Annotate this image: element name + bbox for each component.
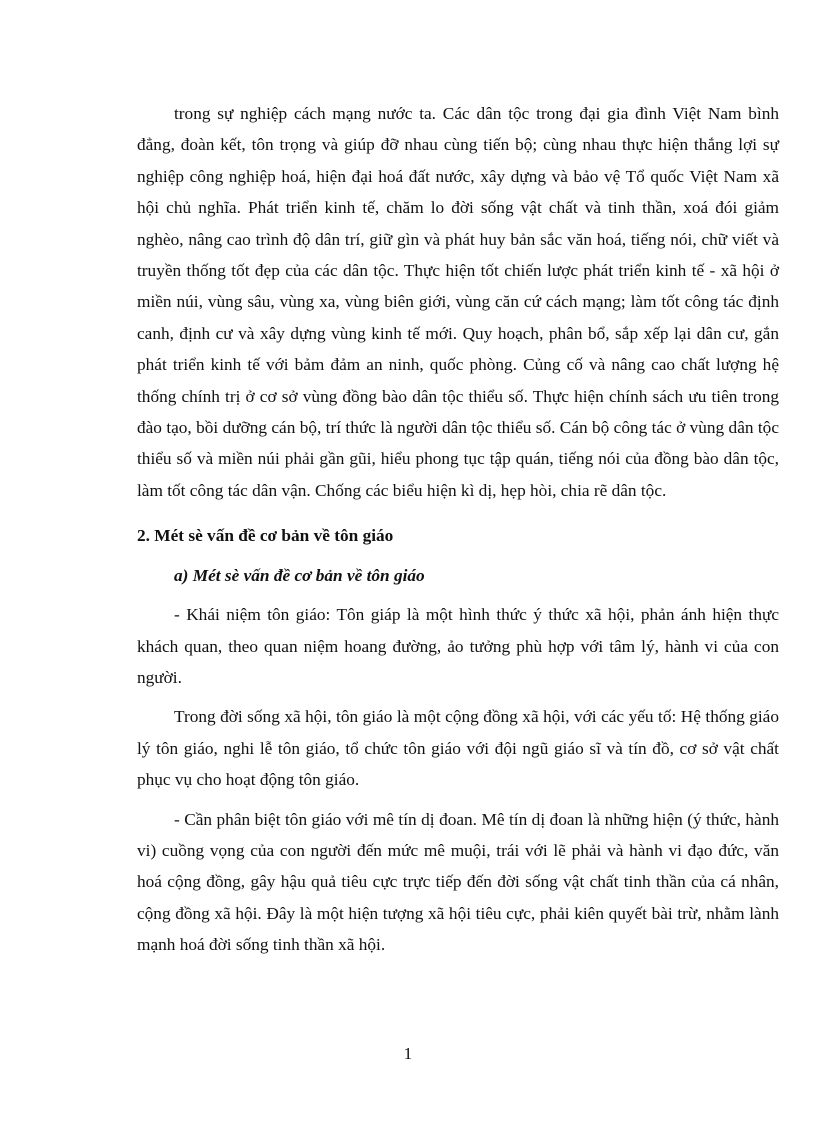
page-number: 1	[403, 1044, 413, 1063]
paragraph-superstition: - Cần phân biệt tôn giáo với mê tín dị đoan. Mê tín dị đoan là những hiện (ý thức, hành vi) cuồng vọng của con người đến mức mê muội, trái với lẽ phải và hành vi đạo đức, văn hoá cộng đồng, gây hậu quả tiêu cực trực tiếp đến đời sống vật chất tinh thần của cá nhân, cộng đồng xã hội. Đây là một hiện tượng xã hội tiêu cực, phải kiên quyết bài trừ, nhằm lành mạnh hoá đời sống tinh thần xã hội.	[137, 809, 779, 955]
paragraph-religion-community: Trong đời sống xã hội, tôn giáo là một cộng đồng xã hội, với các yếu tố: Hệ thống giáo lý tôn giáo, nghi lễ tôn giáo, tổ chức tôn giáo với đội ngũ giáo sĩ và tín đồ, cơ sở vật chất phục vụ cho hoạt động tôn giáo.	[137, 707, 779, 790]
paragraph-religion-concept: - Khái niệm tôn giáo: Tôn giáp là một hình thức ý thức xã hội, phản ánh hiện thực khách quan, theo quan niệm hoang đường, ảo tưởng phù hợp với tâm lý, hành vi của con người.	[137, 605, 779, 687]
subsection-heading-religion: a) Mét sè vấn đề cơ bản về tôn giáo	[174, 565, 425, 585]
document-page	[137, 98, 779, 961]
paragraph-ethnic-policy: trong sự nghiệp cách mạng nước ta. Các dân tộc trong đại gia đình Việt Nam bình đẳng, đoàn kết, tôn trọng và giúp đỡ nhau cùng tiến bộ; cùng nhau thực hiện thắng lợi sự nghiệp công nghiệp hoá, hiện đại hoá đất nước, xây dựng và bảo vệ Tổ quốc Việt Nam xã hội chủ nghĩa. Phát triển kinh tế, chăm lo đời sống vật chất và tinh thần, xoá đói giảm nghèo, nâng cao trình độ dân trí, giữ gìn và phát huy bản sắc văn hoá, tiếng nói, chữ viết và truyền thống tốt đẹp của các dân tộc. Thực hiện tốt chiến lược phát triển kinh tế - xã hội ở miền núi, vùng sâu, vùng xa, vùng biên giới, vùng căn cứ cách mạng; làm tốt công tác định canh, định cư và xây dựng vùng kinh tế mới. Quy hoạch, phân bổ, sắp xếp lại dân cư, gắn phát triển kinh tế với bảm đảm an ninh, quốc phòng. Củng cố và nâng cao chất lượng hệ thống chính trị ở cơ sở vùng đồng bào dân tộc thiểu số. Thực hiện chính sách ưu tiên trong đào tạo, bồi dưỡng cán bộ, trí thức là người dân tộc thiểu số. Cán bộ công tác ở vùng dân tộc thiểu số và miền núi phải gần gũi, hiểu phong tục tập quán, tiếng nói của đồng bào dân tộc, làm tốt công tác dân vận. Chống các biểu hiện kì dị, hẹp hòi, chia rẽ dân tộc.	[137, 104, 779, 500]
section-heading-religion: 2. Mét sè vấn đề cơ bản về tôn giáo	[137, 526, 394, 546]
